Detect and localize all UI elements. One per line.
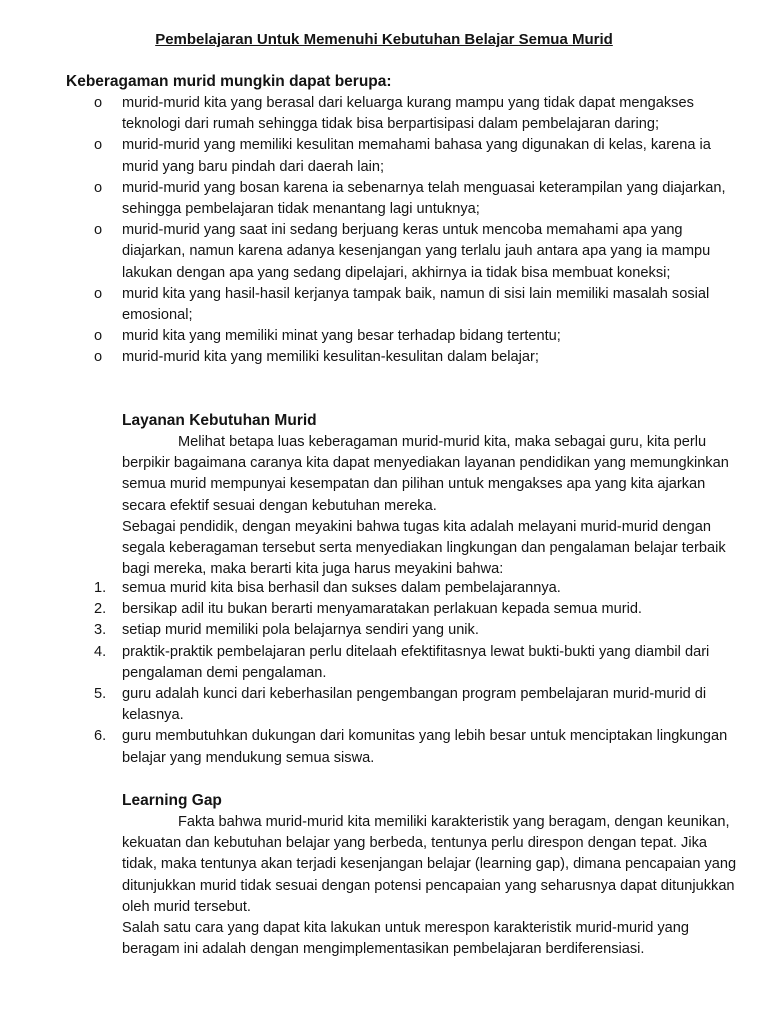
list-item: [0, 726, 742, 768]
list-item-text: guru membutuhkan dukungan dari komunitas yang lebih besar untuk menciptakan lingkungan belajar yang mendukung semua siswa.: [122, 728, 728, 766]
list-item-text: murid-murid kita yang berasal dari keluarga kurang mampu yang tidak dapat mengakses teknologi dari rumah sehingga tidak bisa berpartisipasi dalam pembelajaran daring;: [122, 95, 694, 133]
list-item-text: murid-murid kita yang memiliki kesulitan-kesulitan dalam belajar;: [122, 349, 539, 366]
list-number: 3.: [94, 622, 107, 639]
list-item-text: praktik-praktik pembelajaran perlu ditelaah efektifitasnya lewat bukti-bukti yang diambil dari pengalaman demi pengalaman.: [122, 643, 710, 681]
list-item-text: murid-murid yang memiliki kesulitan memahami bahasa yang digunakan di kelas, karena ia murid yang baru pindah dari daerah lain;: [122, 137, 711, 175]
list-number: 5.: [94, 686, 107, 703]
list-item: [0, 220, 742, 284]
bullet-marker: o: [94, 328, 103, 345]
list-item: [0, 347, 742, 368]
numbered-list: [0, 578, 768, 769]
list-item: [0, 684, 742, 726]
list-item-text: guru adalah kunci dari keberhasilan pengembangan program pembelajaran murid-murid di kelasnya.: [122, 686, 707, 724]
paragraph-layanan-1: Melihat betapa luas keberagaman murid-murid kita, maka sebagai guru, kita perlu berpikir bagaimana caranya kita dapat menyediakan layanan pendidikan yang memungkinkan semua murid mempunyai kesempatan dan pilihan untuk mengakses apa yang kita ajarkan secara efektif sesuai dengan kebutuhan mereka.: [122, 434, 729, 514]
list-item-text: murid kita yang memiliki minat yang besar terhadap bidang tertentu;: [122, 328, 561, 345]
bullet-list: [0, 93, 768, 369]
list-number: 6.: [94, 728, 107, 745]
list-item: [0, 178, 742, 220]
bullet-marker: o: [94, 285, 103, 302]
bullet-marker: o: [94, 179, 103, 196]
list-item: [0, 284, 742, 326]
list-item-text: murid kita yang hasil-hasil kerjanya tampak baik, namun di sisi lain memiliki masalah sosial emosional;: [122, 285, 710, 324]
list-item: [0, 642, 742, 684]
list-item: [0, 578, 742, 599]
paragraph-learning-gap-1: Fakta bahwa murid-murid kita memiliki karakteristik yang beragam, dengan keunikan, kekuatan dan kebutuhan belajar yang berbeda, tentunya perlu direspon dengan tepat. Jika tidak, maka tentunya akan terjadi kesenjangan belajar (learning gap), dimana pencapaian yang ditunjukkan murid tidak sesuai dengan potensi pencapaian yang seharusnya dapat ditunjukkan oleh murid tersebut.: [122, 814, 737, 915]
list-item-text: semua murid kita bisa berhasil dan sukses dalam pembelajarannya.: [122, 580, 561, 596]
bullet-marker: o: [94, 95, 103, 111]
list-item-text: murid-murid yang saat ini sedang berjuang keras untuk mencoba memahami apa yang diajarkan, namun karena adanya kesenjangan yang terlalu jauh antara apa yang ia mampu lakukan dengan apa yang sedang dipelajari, akhirnya ia tidak bisa membuat koneksi;: [122, 222, 711, 281]
section-heading-learning-gap: Learning Gap: [122, 792, 222, 809]
bullet-marker: o: [94, 349, 103, 366]
list-item-text: setiap murid memiliki pola belajarnya sendiri yang unik.: [122, 622, 479, 639]
list-number: 1.: [94, 580, 107, 596]
list-number: 2.: [94, 601, 107, 618]
list-item: [0, 326, 742, 347]
bullet-marker: o: [94, 137, 103, 154]
bullet-marker: o: [94, 222, 103, 239]
section-heading-keberagaman: Keberagaman murid mungkin dapat berupa:: [66, 73, 392, 90]
list-item-text: bersikap adil itu bukan berarti menyamaratakan perlakuan kepada semua murid.: [122, 601, 642, 618]
list-item: [0, 135, 742, 177]
page-title: Pembelajaran Untuk Memenuhi Kebutuhan Belajar Semua Murid: [155, 31, 613, 48]
section-heading-layanan: Layanan Kebutuhan Murid: [122, 412, 317, 429]
list-item-text: murid-murid yang bosan karena ia sebenarnya telah menguasai keterampilan yang diajarkan, sehingga pembelajaran tidak menantang lagi untuknya;: [122, 179, 726, 218]
list-number: 4.: [94, 643, 107, 660]
paragraph-layanan-2: Sebagai pendidik, dengan meyakini bahwa tugas kita adalah melayani murid-murid dengan segala keberagaman tersebut serta menyediakan lingkungan dan pengalaman belajar terbaik bagi mereka, maka berarti kita juga harus meyakini bahwa:: [122, 519, 726, 578]
list-item: [0, 599, 742, 620]
paragraph-learning-gap-2: Salah satu cara yang dapat kita lakukan untuk merespon karakteristik murid-murid yang beragam ini adalah dengan mengimplementasikan pembelajaran berdiferensiasi.: [122, 920, 690, 958]
list-item: [0, 93, 742, 135]
list-item: [0, 620, 742, 641]
